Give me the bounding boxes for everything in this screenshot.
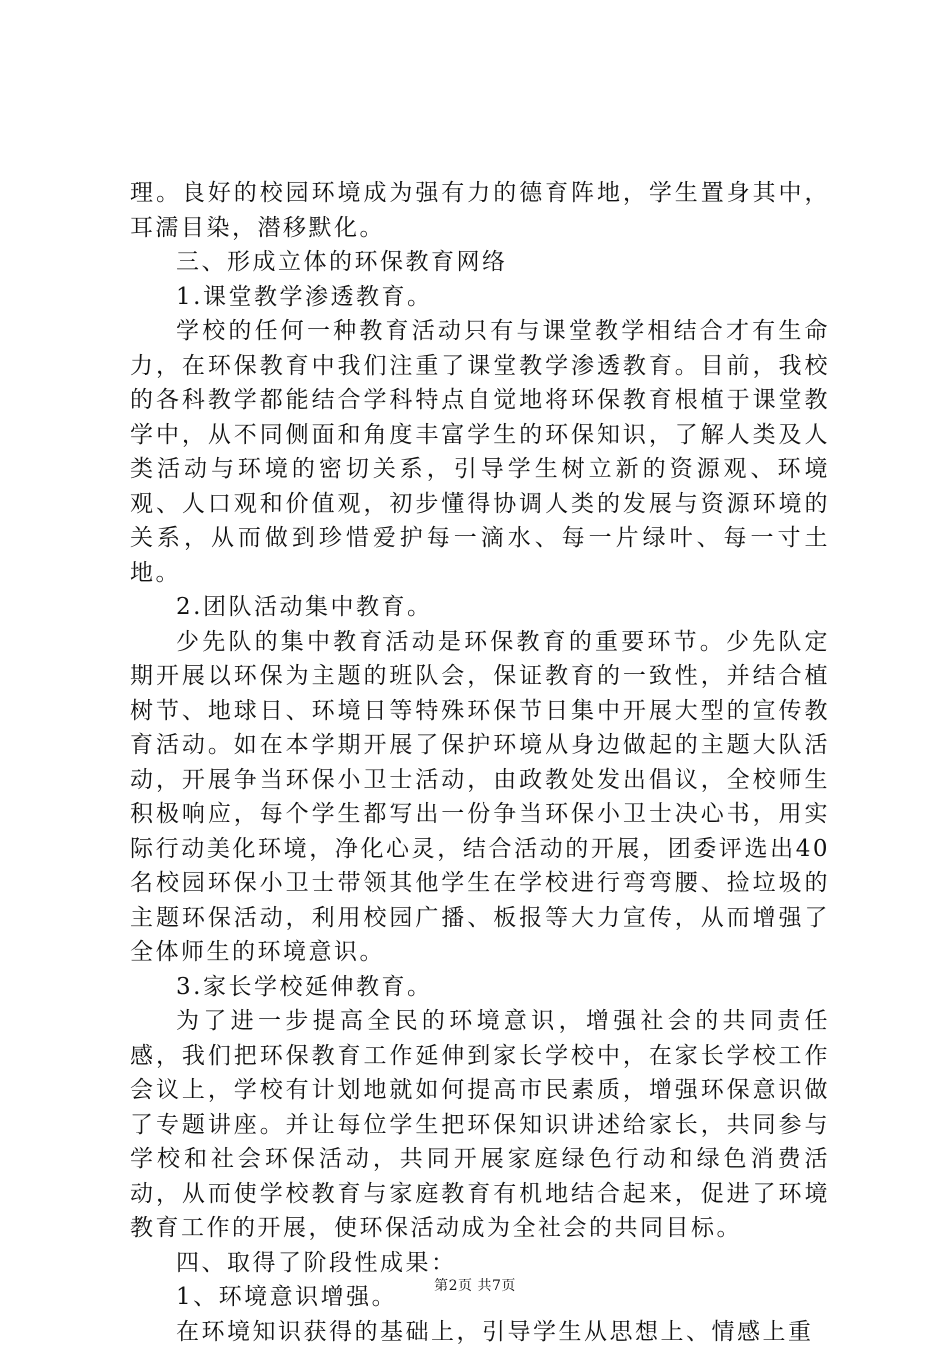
paragraph: 理。良好的校园环境成为强有力的德育阵地，学生置身其中，耳濡目染，潜移默化。 xyxy=(130,176,830,245)
paragraph: 在环境知识获得的基础上，引导学生从思想上、情感上重 xyxy=(130,1315,830,1349)
document-body xyxy=(130,176,830,1349)
paragraph: 为了进一步提高全民的环境意识，增强社会的共同责任感，我们把环保教育工作延伸到家长学校中，在家长学校工作会议上，学校有计划地就如何提高市民素质，增强环保意识做了专题讲座。并让每位学生把环保知识讲述给家长，共同参与学校和社会环保活动，共同开展家庭绿色行动和绿色消费活动，从而使学校教育与家庭教育有机地结合起来，促进了环境教育工作的开展，使环保活动成为全社会的共同目标。 xyxy=(130,1004,830,1246)
paragraph: 2.团队活动集中教育。 xyxy=(130,590,830,625)
paragraph: 1、环境意识增强。 xyxy=(130,1280,830,1315)
paragraph: 3.家长学校延伸教育。 xyxy=(130,970,830,1005)
paragraph: 学校的任何一种教育活动只有与课堂教学相结合才有生命力，在环保教育中我们注重了课堂教学渗透教育。目前，我校的各科教学都能结合学科特点自觉地将环保教育根植于课堂教学中，从不同侧面和角度丰富学生的环保知识，了解人类及人类活动与环境的密切关系，引导学生树立新的资源观、环境观、人口观和价值观，初步懂得协调人类的发展与资源环境的关系，从而做到珍惜爱护每一滴水、每一片绿叶、每一寸土地。 xyxy=(130,314,830,590)
page-footer: 第2页 共7页 xyxy=(0,1275,950,1295)
paragraph: 少先队的集中教育活动是环保教育的重要环节。少先队定期开展以环保为主题的班队会，保证教育的一致性，并结合植树节、地球日、环境日等特殊环保节日集中开展大型的宣传教育活动。如在本学期开展了保护环境从身边做起的主题大队活动，开展争当环保小卫士活动，由政教处发出倡议，全校师生积极响应，每个学生都写出一份争当环保小卫士决心书，用实际行动美化环境，净化心灵，结合活动的开展，团委评选出40名校园环保小卫士带领其他学生在学校进行弯弯腰、捡垃圾的主题环保活动，利用校园广播、板报等大力宣传，从而增强了全体师生的环境意识。 xyxy=(130,625,830,970)
paragraph: 四、取得了阶段性成果： xyxy=(130,1246,830,1281)
paragraph: 三、形成立体的环保教育网络 xyxy=(130,245,830,280)
paragraph: 1.课堂教学渗透教育。 xyxy=(130,280,830,315)
